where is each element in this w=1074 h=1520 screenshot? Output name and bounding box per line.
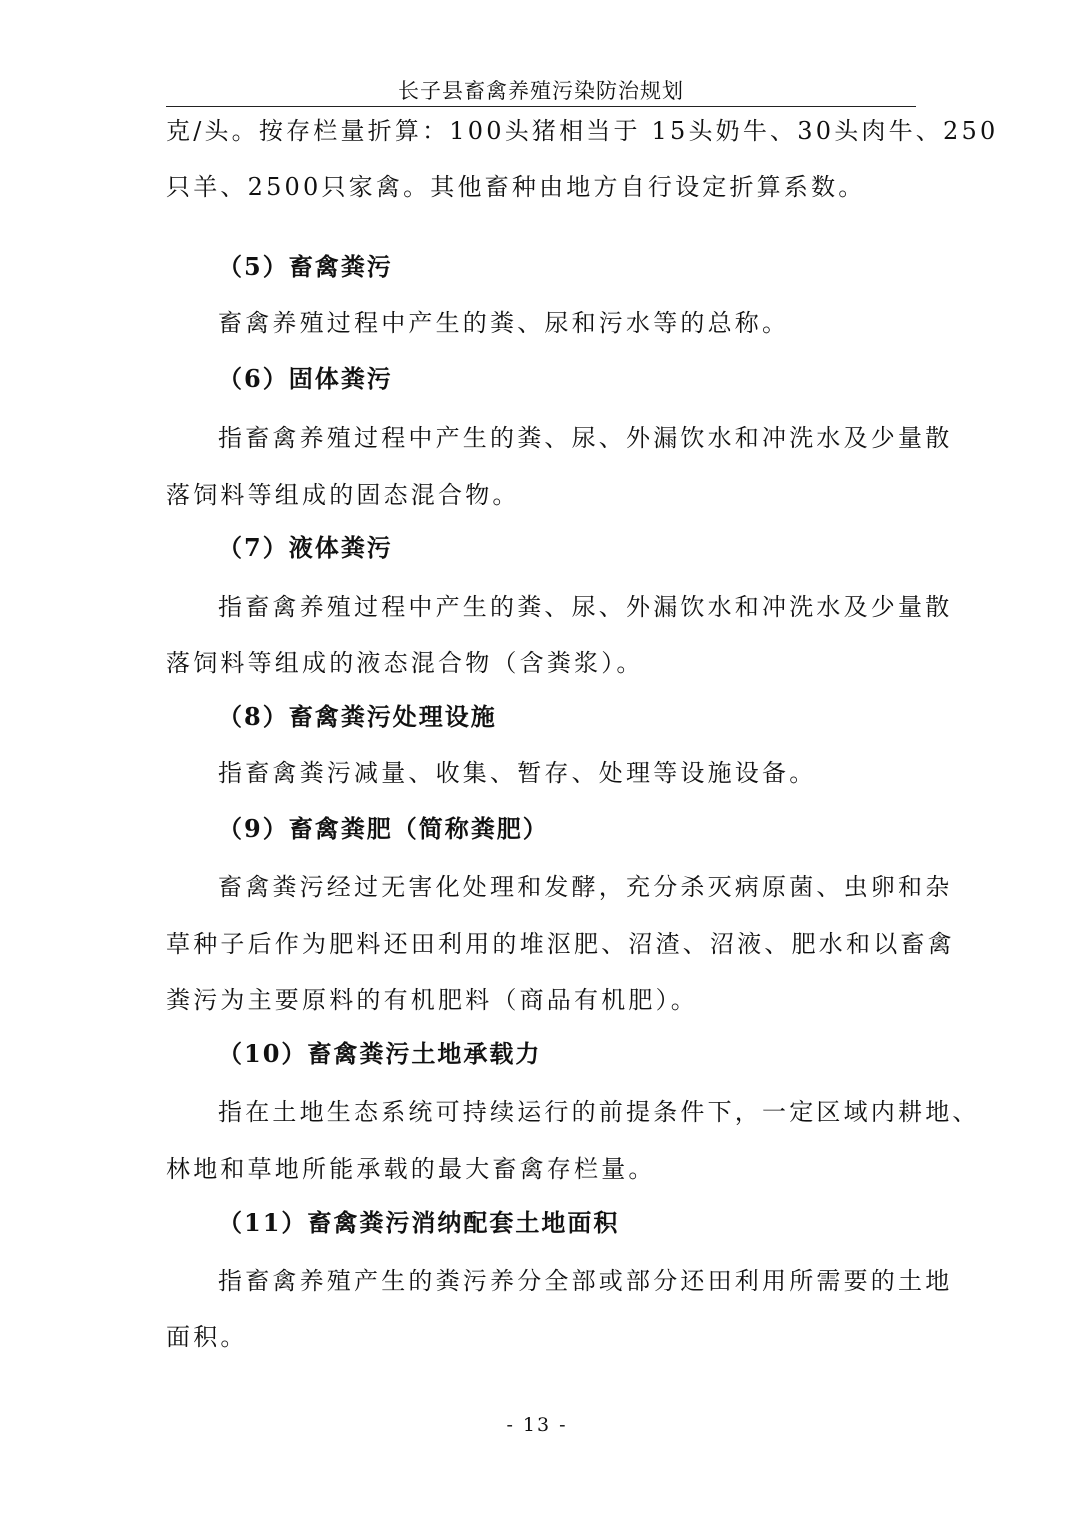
body-line: 指畜禽养殖产生的粪污养分全部或部分还田利用所需要的土地 xyxy=(218,1267,953,1295)
section-heading-10: （10）畜禽粪污土地承载力 xyxy=(218,1039,542,1068)
page-number: - 13 - xyxy=(506,1414,568,1436)
body-line: 指在土地生态系统可持续运行的前提条件下，一定区域内耕地、 xyxy=(218,1098,980,1126)
body-line: 指畜禽养殖过程中产生的粪、尿、外漏饮水和冲洗水及少量散 xyxy=(218,593,953,621)
body-line: 指畜禽粪污减量、收集、暂存、处理等设施设备。 xyxy=(218,759,817,787)
section-heading-11: （11）畜禽粪污消纳配套土地面积 xyxy=(218,1208,620,1237)
body-line: 粪污为主要原料的有机肥料（商品有机肥）。 xyxy=(166,986,698,1014)
body-line: 畜禽粪污经过无害化处理和发酵，充分杀灭病原菌、虫卵和杂 xyxy=(218,873,953,901)
body-line: 指畜禽养殖过程中产生的粪、尿、外漏饮水和冲洗水及少量散 xyxy=(218,424,953,452)
body-line: 只羊、2500只家禽。其他畜种由地方自行设定折算系数。 xyxy=(166,173,866,201)
page-header: 长子县畜禽养殖污染防治规划 xyxy=(166,76,916,107)
section-heading-6: （6）固体粪污 xyxy=(218,364,393,393)
section-heading-7: （7）液体粪污 xyxy=(218,533,393,562)
section-heading-9: （9）畜禽粪肥（简称粪肥） xyxy=(218,814,549,843)
section-heading-8: （8）畜禽粪污处理设施 xyxy=(218,702,497,731)
body-line: 克/头。按存栏量折算：100头猪相当于 15头奶牛、30头肉牛、250 xyxy=(166,117,999,145)
body-line: 畜禽养殖过程中产生的粪、尿和污水等的总称。 xyxy=(218,309,790,337)
body-line: 草种子后作为肥料还田利用的堆沤肥、沼渣、沼液、肥水和以畜禽 xyxy=(166,930,955,958)
body-line: 林地和草地所能承载的最大畜禽存栏量。 xyxy=(166,1155,656,1183)
section-heading-5: （5）畜禽粪污 xyxy=(218,252,393,281)
body-line: 面积。 xyxy=(166,1323,248,1351)
body-line: 落饲料等组成的固态混合物。 xyxy=(166,481,520,509)
body-line: 落饲料等组成的液态混合物（含粪浆）。 xyxy=(166,649,644,677)
